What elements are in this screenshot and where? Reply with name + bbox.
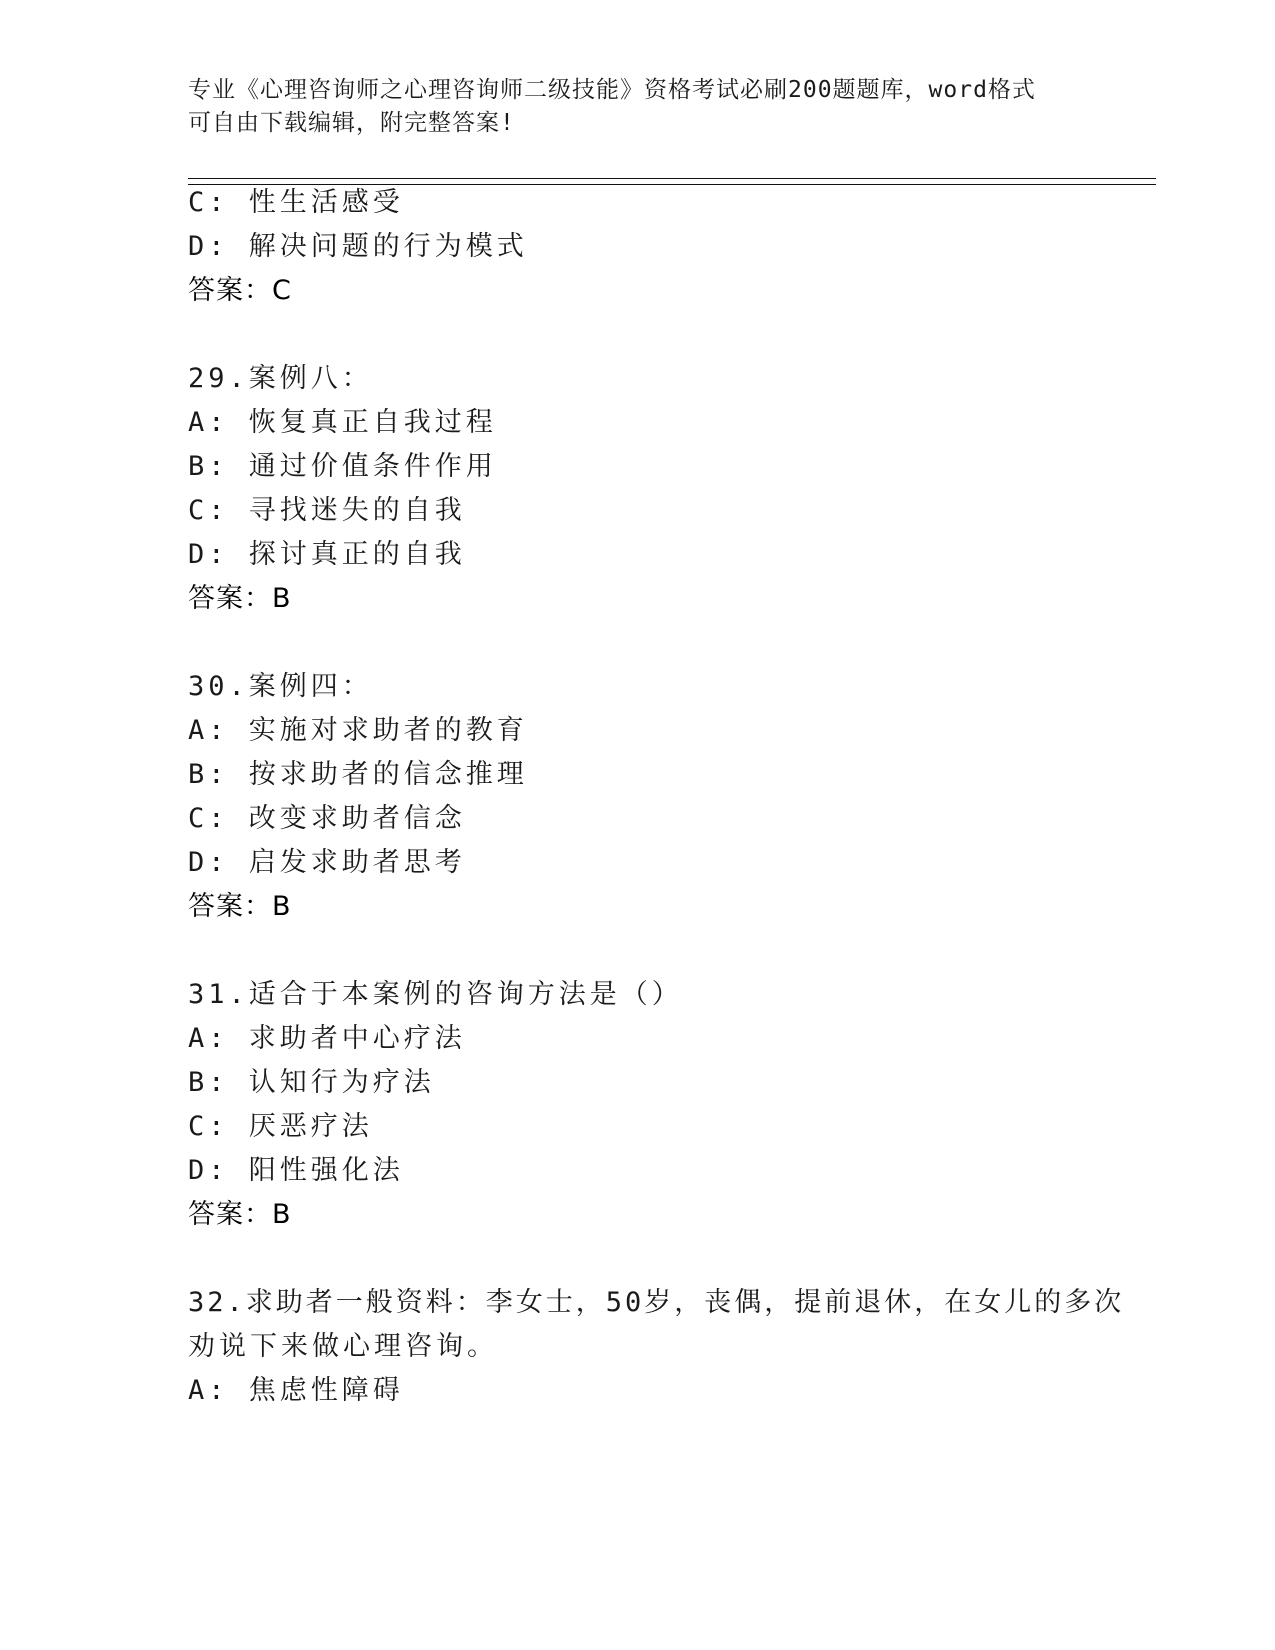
question-stem: 31.适合于本案例的咨询方法是（） <box>188 979 683 1010</box>
answer-label: 答案：B <box>188 583 292 614</box>
option-d: D: 解决问题的行为模式 <box>188 231 528 262</box>
answer-label: 答案：C <box>188 275 292 306</box>
option-a: A: 实施对求助者的教育 <box>188 715 528 746</box>
option-a: A: 求助者中心疗法 <box>188 1023 466 1054</box>
option-b: B: 通过价值条件作用 <box>188 451 497 482</box>
answer-label: 答案：B <box>188 1199 292 1230</box>
option-c: C: 寻找迷失的自我 <box>188 495 466 526</box>
option-d: D: 启发求助者思考 <box>188 847 466 878</box>
option-b: B: 认知行为疗法 <box>188 1067 435 1098</box>
header-title-line-2: 可自由下载编辑，附完整答案! <box>188 110 515 136</box>
question-stem: 32.求助者一般资料：李女士，50岁，丧偶，提前退休，在女儿的多次 <box>188 1287 1125 1318</box>
option-a: A: 焦虑性障碍 <box>188 1375 404 1406</box>
question-stem: 30.案例四： <box>188 671 373 702</box>
question-stem: 29.案例八： <box>188 363 373 394</box>
question-stem-continued: 劝说下来做心理咨询。 <box>188 1331 498 1362</box>
header-divider-bottom <box>188 184 1156 185</box>
answer-label: 答案：B <box>188 891 292 922</box>
option-d: D: 探讨真正的自我 <box>188 539 466 570</box>
option-b: B: 按求助者的信念推理 <box>188 759 528 790</box>
option-c: C: 厌恶疗法 <box>188 1111 373 1142</box>
option-d: D: 阳性强化法 <box>188 1155 404 1186</box>
header-divider-top <box>188 178 1156 179</box>
document-header <box>188 74 1088 140</box>
option-c: C: 改变求助者信念 <box>188 803 466 834</box>
option-c: C: 性生活感受 <box>188 187 404 218</box>
header-title-line-1: 专业《心理咨询师之心理咨询师二级技能》资格考试必刷200题题库，word格式 <box>188 77 1036 103</box>
option-a: A: 恢复真正自我过程 <box>188 407 497 438</box>
